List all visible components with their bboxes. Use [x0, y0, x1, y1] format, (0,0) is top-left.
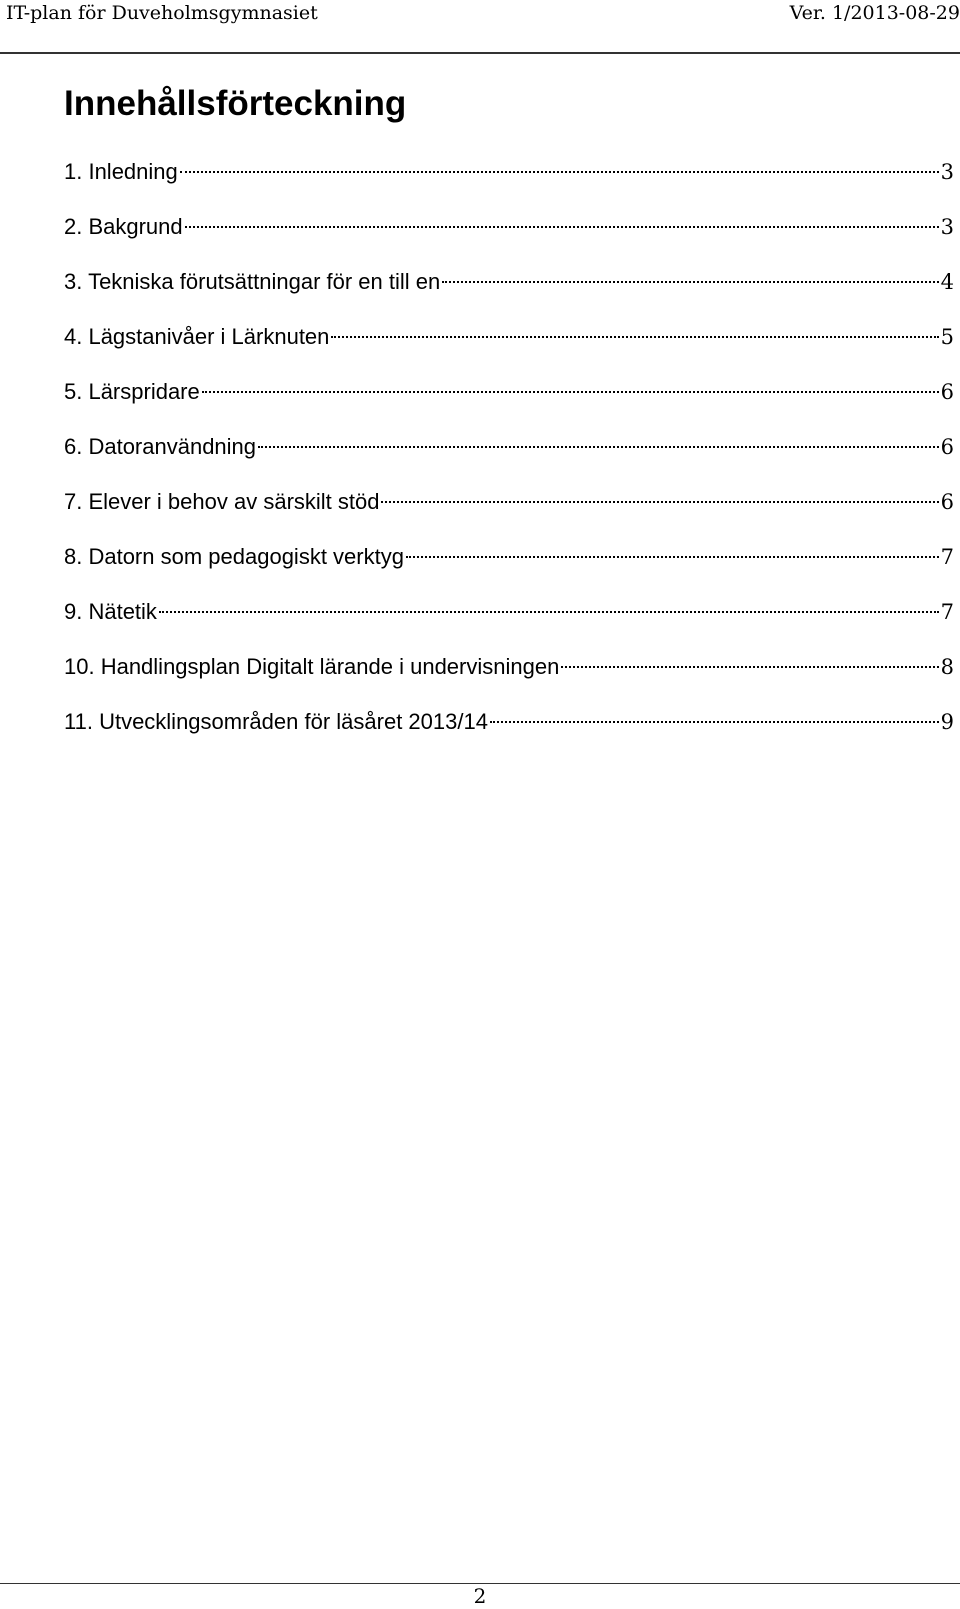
toc-entry-page: 7 — [940, 545, 954, 569]
page-header — [0, 0, 960, 54]
toc-entry-handlingsplan[interactable] — [64, 651, 954, 706]
page-number: 2 — [473, 1584, 487, 1608]
toc-entry-label: 5. Lärspridare — [64, 379, 200, 404]
toc-entry-page: 9 — [940, 710, 954, 734]
toc-dot-leader — [490, 721, 939, 723]
toc-entry-label: 7. Elever i behov av särskilt stöd — [64, 489, 380, 514]
toc-entry-label: 11. Utvecklingsområden för läsåret 2013/14 — [64, 709, 488, 734]
toc-entry-label: 10. Handlingsplan Digitalt lärande i undervisningen — [64, 654, 560, 679]
toc-list — [64, 156, 954, 761]
header-divider — [0, 52, 960, 54]
toc-dot-leader — [180, 171, 939, 173]
toc-entry-page: 6 — [940, 490, 954, 514]
toc-entry-datoranvandning[interactable] — [64, 431, 954, 486]
toc-dot-leader — [185, 226, 939, 228]
toc-entry-label: 4. Lägstanivåer i Lärknuten — [64, 324, 330, 349]
toc-entry-inledning[interactable] — [64, 156, 954, 211]
toc-entry-datorn-pedagogiskt-verktyg[interactable] — [64, 541, 954, 596]
toc-entry-elever-sarskilt-stod[interactable] — [64, 486, 954, 541]
toc-entry-page: 6 — [940, 435, 954, 459]
toc-entry-label: 3. Tekniska förutsättningar för en till en — [64, 269, 441, 294]
toc-entry-label: 8. Datorn som pedagogiskt verktyg — [64, 544, 404, 569]
document-version: Ver. 1/2013-08-29 — [789, 2, 960, 24]
toc-entry-lagstanivaer[interactable] — [64, 321, 954, 376]
toc-entry-page: 3 — [940, 215, 954, 239]
toc-entry-label: 2. Bakgrund — [64, 214, 183, 239]
toc-entry-tekniska-forutsattningar[interactable] — [64, 266, 954, 321]
toc-dot-leader — [442, 281, 938, 283]
toc-entry-larspridare[interactable] — [64, 376, 954, 431]
toc-entry-page: 5 — [940, 325, 954, 349]
toc-dot-leader — [406, 556, 939, 558]
toc-entry-page: 7 — [940, 600, 954, 624]
toc-entry-utvecklingsomraden[interactable] — [64, 706, 954, 761]
toc-entry-label: 6. Datoranvändning — [64, 434, 257, 459]
toc-dot-leader — [331, 336, 938, 338]
toc-dot-leader — [381, 501, 938, 503]
toc-dot-leader — [258, 446, 939, 448]
toc-entry-page: 4 — [940, 270, 954, 294]
toc-entry-page: 8 — [940, 655, 954, 679]
toc-dot-leader — [202, 391, 939, 393]
toc-entry-bakgrund[interactable] — [64, 211, 954, 266]
toc-dot-leader — [561, 666, 938, 668]
toc-entry-natetik[interactable] — [64, 596, 954, 651]
toc-entry-page: 3 — [940, 160, 954, 184]
toc-dot-leader — [159, 611, 939, 613]
toc-heading: Innehållsförteckning — [64, 84, 407, 123]
toc-entry-label: 1. Inledning — [64, 159, 178, 184]
toc-entry-page: 6 — [940, 380, 954, 404]
toc-entry-label: 9. Nätetik — [64, 599, 157, 624]
document-title: IT-plan för Duveholmsgymnasiet — [6, 2, 318, 24]
